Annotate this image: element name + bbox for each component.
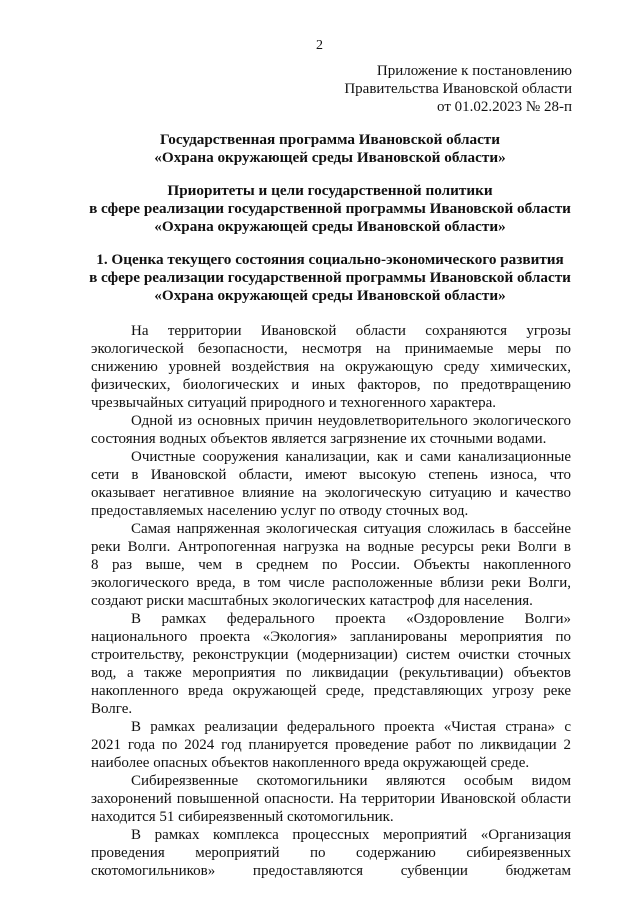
text-line: чрезвычайных ситуаций природного и техногенного характера. <box>91 395 497 411</box>
paragraph <box>91 718 571 772</box>
section-title-line: «Охрана окружающей среды Ивановской области» <box>154 287 506 304</box>
page-number: 2 <box>316 38 323 53</box>
paragraph <box>91 412 571 448</box>
appendix-line: от 01.02.2023 № 28-п <box>437 99 572 115</box>
text-line: находится 51 сибиреязвенный скотомогильник. <box>91 809 394 825</box>
text-line: захоронений повышенной опасности. На территории Ивановской области <box>91 791 571 807</box>
program-title <box>60 131 600 167</box>
text-line: Очистные сооружения канализации, как и сами канализационные <box>131 449 571 465</box>
text-line: строительству, реконструкции (модернизации) систем очистки сточных <box>91 647 571 663</box>
text-line: 2021 года по 2024 год планируется проведение работ по ликвидации 2 <box>91 737 571 753</box>
appendix-line: Приложение к постановлению <box>376 63 572 79</box>
text-line: оказывает негативное влияние на экологическую ситуацию и качество <box>91 485 571 501</box>
appendix-line: Правительства Ивановской области <box>344 81 572 97</box>
section-title <box>60 251 600 305</box>
text-line: Самая напряженная экологическая ситуация сложилась в бассейне <box>131 521 571 537</box>
program-title-line: Государственная программа Ивановской области <box>159 131 501 148</box>
appendix-reference <box>344 62 572 116</box>
section-title-line: 1. Оценка текущего состояния социально-экономического развития <box>96 251 564 268</box>
text-line: физических, биологических и иных факторов, по предотвращению <box>91 377 571 393</box>
text-line: экологической безопасности, несмотря на принимаемые меры по <box>91 341 571 357</box>
priorities-title-line: Приоритеты и цели государственной политики <box>167 182 493 199</box>
text-line: вод, а также мероприятия по ликвидации (рекультивации) объектов <box>91 665 571 681</box>
paragraph <box>91 826 571 880</box>
text-line: проведения мероприятий по содержанию сибиреязвенных <box>91 845 571 861</box>
text-line: скотомогильников» предоставляются субвенции бюджетам <box>91 863 571 879</box>
text-line: На территории Ивановской области сохраняются угрозы <box>131 323 571 339</box>
priorities-title-line: в сфере реализации государственной программы Ивановской области <box>89 200 571 217</box>
text-line: Волге. <box>91 701 133 717</box>
paragraph <box>91 520 571 610</box>
text-line: состояния водных объектов является загрязнение их сточными водами. <box>91 431 547 447</box>
text-line: В рамках реализации федерального проекта «Чистая страна» с <box>131 719 571 735</box>
text-line: реки Волги. Антропогенная нагрузка на водные ресурсы реки Волги в <box>91 539 571 555</box>
text-line: национального проекта «Экология» запланированы мероприятия по <box>91 629 571 645</box>
section-title-line: в сфере реализации государственной программы Ивановской области <box>89 269 571 286</box>
text-line: снижению уровней воздействия на окружающую среду химических, <box>91 359 571 375</box>
paragraph <box>91 610 571 718</box>
paragraph <box>91 772 571 826</box>
paragraph <box>91 448 571 520</box>
body-text <box>91 322 571 880</box>
text-line: сети в Ивановской области, имеют высокую степень износа, что <box>91 467 571 483</box>
text-line: создают риски масштабных экологических катастроф для населения. <box>91 593 533 609</box>
text-line: накопленного вреда окружающей среде, представляющих угрозу реке <box>91 683 571 699</box>
text-line: экологического вреда, в том числе расположенные вблизи реки Волги, <box>91 575 571 591</box>
text-line: В рамках комплекса процессных мероприятий «Организация <box>131 827 571 843</box>
text-line: 8 раз выше, чем в среднем по России. Объекты накопленного <box>91 557 571 573</box>
text-line: Сибиреязвенные скотомогильники являются особым видом <box>131 773 571 789</box>
priorities-title <box>60 182 600 236</box>
paragraph <box>91 322 571 412</box>
program-title-line: «Охрана окружающей среды Ивановской области» <box>154 149 506 166</box>
priorities-title-line: «Охрана окружающей среды Ивановской области» <box>154 218 506 235</box>
text-line: предоставляемых населению услуг по отводу сточных вод. <box>91 503 469 519</box>
text-line: В рамках федерального проекта «Оздоровление Волги» <box>131 611 571 627</box>
text-line: Одной из основных причин неудовлетворительного экологического <box>131 413 571 429</box>
text-line: наиболее опасных объектов накопленного вреда окружающей среде. <box>91 755 530 771</box>
